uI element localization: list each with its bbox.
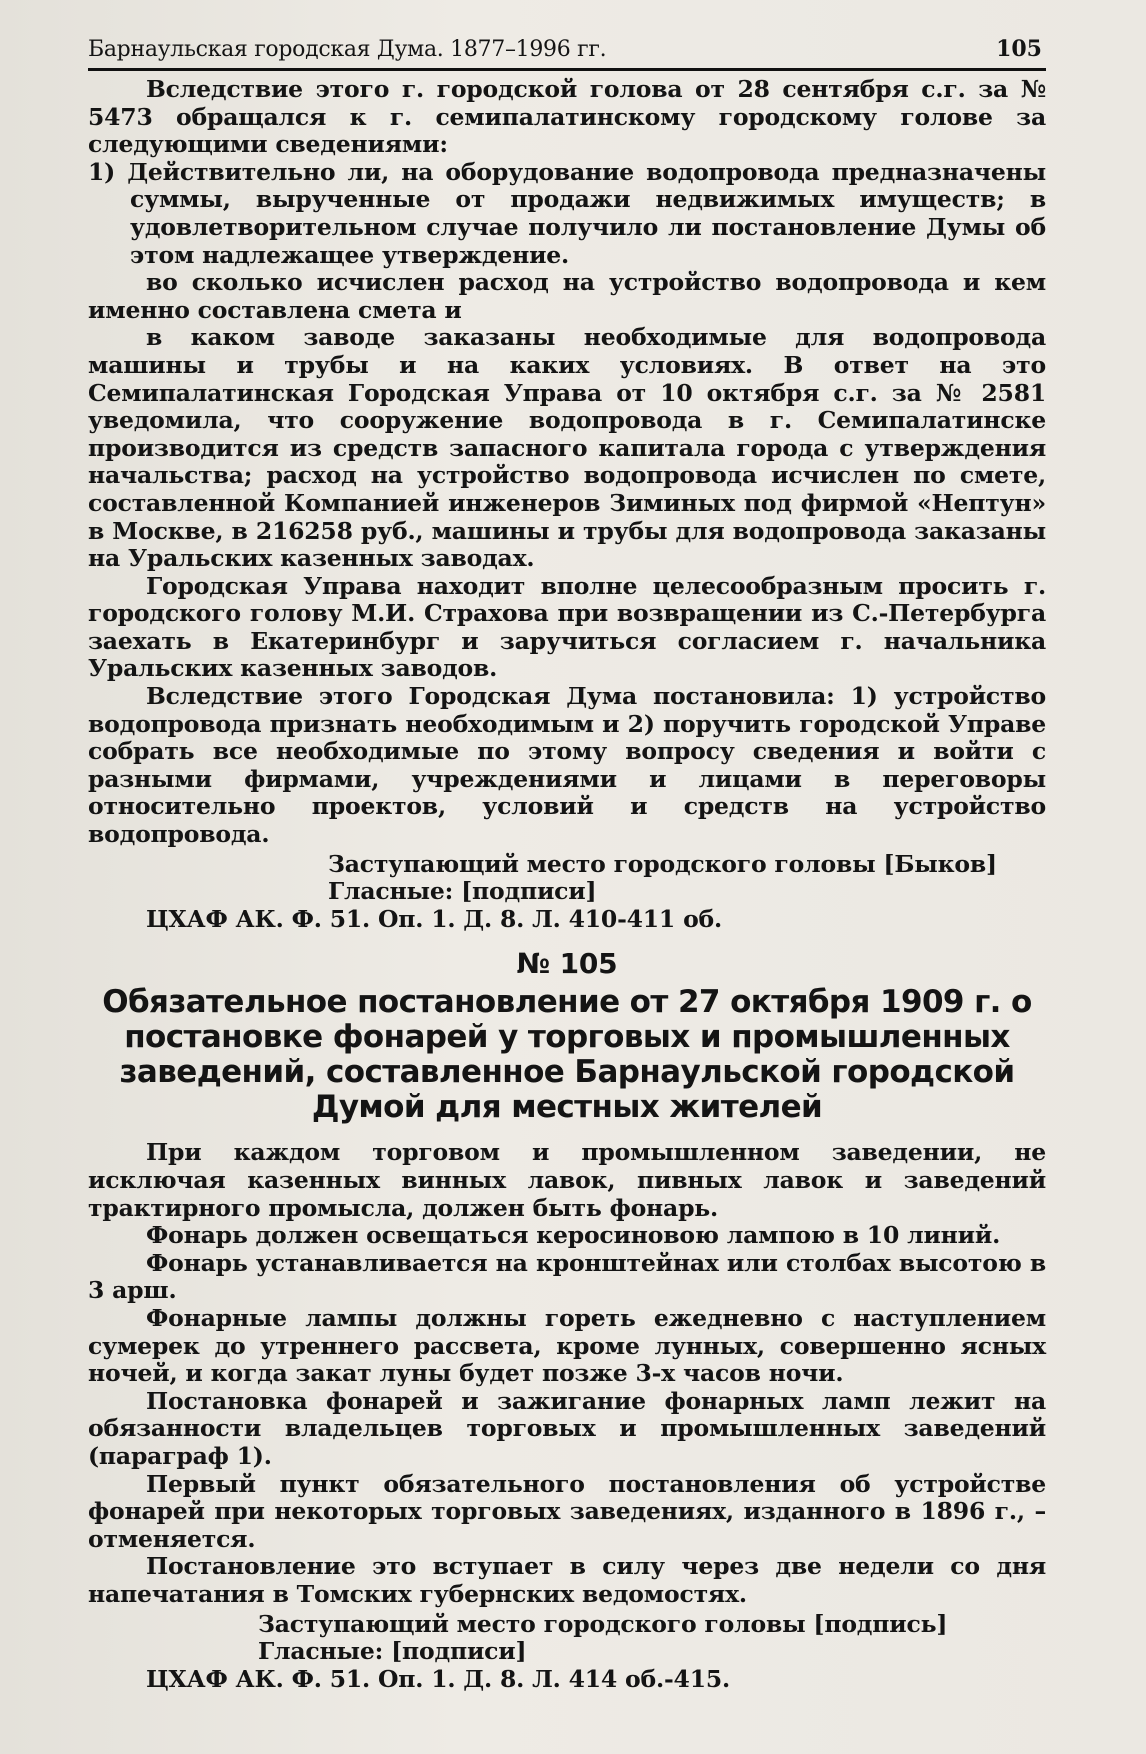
doc105-paragraph-3: Фонарь устанавливается на кронштейнах или столбах высотою в 3 арш. xyxy=(88,1248,1046,1305)
doc105-signature-line-2: Гласные: [подписи] xyxy=(258,1637,527,1666)
doc105-paragraph-2: Фонарь должен освещаться керосиновою лампою в 10 линий. xyxy=(146,1221,1001,1250)
doc104-list-item-1: 1) Действительно ли, на оборудование водопровода предназначены суммы, вырученные от продажи недвижимых имуществ; в удовлетворительном случае получило ли постановление Думы об этом надлежащее утверждение. xyxy=(88,157,1046,269)
doc105-archive-source: ЦХАФ АК. Ф. 51. Оп. 1. Д. 8. Л. 414 об.-415. xyxy=(146,1664,730,1693)
doc104-signature-line-1: Заступающий место городского головы [Быков] xyxy=(328,849,997,878)
doc105-paragraph-5: Постановка фонарей и зажигание фонарных ламп лежит на обязанности владельцев торговых и промышленных заведений (параграф 1). xyxy=(88,1386,1046,1470)
doc104-list-item-3: в каком заводе заказаны необходимые для водопровода машины и трубы и на каких условиях. В ответ на это Семипалатинская Городская Управа от 10 октября с.г. за № 2581 уведомила, что сооружение водопровода в г. Семипалатинске производится из средств запасного капитала города с утверждения начальства; расход на устройство водопровода исчислен по смете, составленной Компанией инженеров Зиминых под фирмой «Нептун» в Москве, в 216258 руб., машины и трубы для водопровода заказаны на Уральских казенных заводах. xyxy=(88,323,1046,573)
doc104-paragraph-1: Вследствие этого г. городской голова от 28 сентября с.г. за № 5473 обращался к г. семипалатинскому городскому голове за следующими сведениями: xyxy=(88,75,1046,159)
doc105-paragraph-4: Фонарные лампы должны гореть ежедневно с наступлением сумерек до утреннего рассвета, кроме лунных, совершенно ясных ночей, и когда закат луны будет позже 3-х часов ночи. xyxy=(88,1303,1046,1388)
doc104-list-item-2: во сколько исчислен расход на устройство водопровода и кем именно составлена смета и xyxy=(88,268,1046,324)
doc104-paragraph-3: Вследствие этого Городская Дума постановила: 1) устройство водопровода признать необходимым и 2) поручить городской Управе собрать все необходимые по этому вопросу сведения и войти с разными фирмами, учреждениями и лицами в переговоры относительно проектов, условий и средств на устройство водопровода. xyxy=(88,682,1046,849)
doc105-paragraph-7: Постановление это вступает в силу через две недели со дня напечатания в Томских губернских ведомостях. xyxy=(88,1552,1046,1608)
page-header xyxy=(88,30,1046,71)
doc104-signature-line-2: Гласные: [подписи] xyxy=(328,877,597,906)
doc104-archive-source: ЦХАФ АК. Ф. 51. Оп. 1. Д. 8. Л. 410-411 об. xyxy=(146,904,722,933)
doc105-signature xyxy=(88,1611,1046,1666)
doc105-paragraph-6: Первый пункт обязательного постановления об устройстве фонарей при некоторых торговых заведениях, изданного в 1896 г., – отменяется. xyxy=(88,1469,1046,1553)
doc105-paragraph-1: При каждом торговом и промышленном заведении, не исключая казенных винных лавок, пивных лавок и заведений трактирного промысла, должен быть фонарь. xyxy=(88,1138,1046,1222)
doc105-number: № 105 xyxy=(516,947,618,981)
doc105-signature-line-1: Заступающий место городского головы [подпись] xyxy=(258,1609,948,1638)
doc104-signature xyxy=(88,851,1046,906)
page-number: 105 xyxy=(996,36,1042,62)
doc104-paragraph-2: Городская Управа находит вполне целесообразным просить г. городского голову М.И. Страхова при возвращении из С.-Петербурга заехать в Екатеринбург и заручиться согласием г. начальника Уральских казенных заводов. xyxy=(88,571,1046,683)
running-title: Барнаульская городская Дума. 1877–1996 гг. xyxy=(88,37,607,62)
page-body xyxy=(88,76,1046,1693)
doc105-title: Обязательное постановление от 27 октября 1909 г. о постановке фонарей у торговых и промышленных заведений, составленное Барнаульской городской Думой для местных жителей xyxy=(102,984,1032,1126)
